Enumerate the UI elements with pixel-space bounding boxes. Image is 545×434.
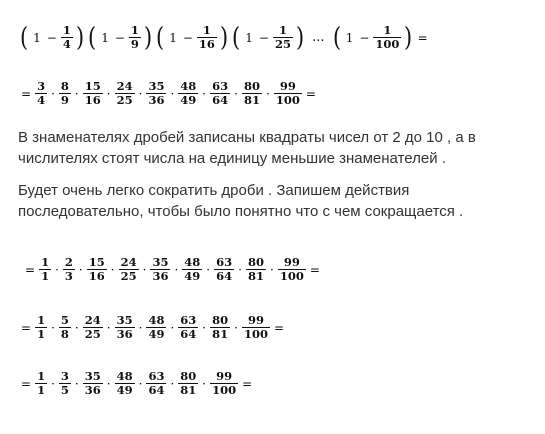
denominator: 36 [152, 269, 169, 283]
equals-sign: = [309, 262, 320, 277]
numerator: 15 [84, 79, 101, 93]
equals-sign: = [273, 320, 285, 335]
numerator: 3 [37, 79, 46, 93]
ellipsis: ... [312, 30, 325, 45]
fraction [87, 256, 107, 283]
multiply-dot: · [110, 262, 115, 277]
fraction [242, 314, 270, 341]
numerator: 63 [148, 369, 165, 383]
denominator: 25 [120, 269, 137, 283]
fraction [83, 370, 103, 397]
fraction [178, 314, 198, 341]
fraction [210, 370, 238, 397]
multiply-dot: · [206, 262, 211, 277]
open-paren: ( [20, 22, 29, 53]
fraction [63, 256, 75, 283]
open-paren: ( [332, 22, 341, 53]
close-paren: ) [295, 22, 305, 53]
multiply-dot: · [269, 262, 274, 277]
multiply-dot: · [138, 86, 143, 101]
denominator: 49 [184, 269, 201, 283]
denominator: 100 [375, 37, 400, 51]
multiply-dot: · [106, 86, 111, 101]
open-paren: ( [88, 22, 97, 53]
minus-sign: − [114, 30, 125, 45]
fraction [83, 80, 103, 107]
fraction [242, 80, 262, 107]
denominator: 4 [37, 93, 46, 107]
numerator: 99 [247, 313, 264, 327]
multiply-dot: · [174, 262, 179, 277]
fraction [273, 24, 293, 51]
fraction [210, 80, 230, 107]
numerator: 1 [278, 23, 287, 37]
fraction [274, 80, 302, 107]
multiply-dot: · [142, 262, 147, 277]
denominator: 36 [148, 93, 165, 107]
multiply-dot: · [55, 262, 59, 277]
fraction [61, 24, 73, 51]
fraction [35, 80, 47, 107]
denominator: 25 [116, 93, 133, 107]
explanation-paragraph-2: Будет очень легко сократить дроби . Запишем действия последовательно, чтобы было понятно что с чем сокращается . [18, 182, 464, 220]
expression-line-3 [22, 256, 323, 283]
fraction [146, 314, 166, 341]
numerator: 48 [180, 79, 197, 93]
fraction [150, 256, 170, 283]
numerator: 80 [247, 255, 264, 269]
denominator: 100 [279, 269, 304, 283]
fraction [39, 256, 51, 283]
numerator: 2 [64, 255, 73, 269]
numerator: 99 [279, 79, 296, 93]
fraction [210, 314, 230, 341]
denominator: 64 [180, 327, 197, 341]
explanation-paragraph-1: В знаменателях дробей записаны квадраты чисел от 2 до 10 , а в числителях стоят числа на единицу меньшие знаменателей . [18, 129, 476, 167]
multiply-dot: · [51, 86, 55, 101]
numerator: 80 [212, 313, 229, 327]
denominator: 16 [198, 37, 215, 51]
close-paren: ) [219, 22, 229, 53]
denominator: 4 [62, 37, 71, 51]
close-paren: ) [75, 22, 85, 53]
expression-line-5 [18, 370, 255, 397]
numerator: 1 [37, 369, 46, 383]
numerator: 35 [152, 255, 169, 269]
denominator: 16 [84, 93, 101, 107]
fraction [115, 370, 135, 397]
expression-line-2 [18, 80, 319, 107]
open-paren: ( [232, 22, 241, 53]
one: 1 [169, 30, 177, 45]
multiply-dot: · [106, 376, 111, 391]
denominator: 49 [148, 327, 165, 341]
denominator: 81 [180, 383, 197, 397]
fraction [83, 314, 103, 341]
denominator: 1 [41, 269, 50, 283]
numerator: 99 [283, 255, 300, 269]
numerator: 24 [84, 313, 101, 327]
multiply-dot: · [234, 86, 238, 101]
fraction [59, 314, 71, 341]
numerator: 1 [383, 23, 392, 37]
denominator: 1 [37, 383, 46, 397]
numerator: 1 [37, 313, 46, 327]
numerator: 8 [60, 79, 69, 93]
denominator: 81 [247, 269, 264, 283]
fraction [119, 256, 139, 283]
numerator: 24 [116, 79, 133, 93]
minus-sign: − [359, 30, 370, 45]
numerator: 35 [84, 369, 101, 383]
multiply-dot: · [74, 320, 79, 335]
fraction [146, 80, 166, 107]
fraction [246, 256, 266, 283]
numerator: 15 [88, 255, 105, 269]
denominator: 64 [212, 93, 229, 107]
multiply-dot: · [238, 262, 242, 277]
fraction [214, 256, 234, 283]
denominator: 100 [243, 327, 268, 341]
denominator: 100 [212, 383, 237, 397]
denominator: 100 [275, 93, 300, 107]
minus-sign: − [258, 30, 269, 45]
numerator: 80 [243, 79, 260, 93]
fraction [182, 256, 202, 283]
denominator: 36 [84, 383, 101, 397]
denominator: 5 [60, 383, 69, 397]
fraction [35, 370, 47, 397]
denominator: 9 [130, 37, 139, 51]
open-paren: ( [156, 22, 165, 53]
numerator: 1 [202, 23, 211, 37]
one: 1 [245, 30, 253, 45]
numerator: 3 [60, 369, 69, 383]
fraction [59, 80, 71, 107]
denominator: 25 [274, 37, 291, 51]
multiply-dot: · [265, 86, 270, 101]
numerator: 63 [216, 255, 233, 269]
equals-sign: = [25, 262, 36, 277]
equals-sign: = [242, 376, 253, 391]
denominator: 64 [216, 269, 233, 283]
multiply-dot: · [106, 320, 111, 335]
numerator: 63 [180, 313, 197, 327]
denominator: 36 [116, 327, 133, 341]
multiply-dot: · [202, 86, 207, 101]
denominator: 81 [212, 327, 229, 341]
equals-sign: = [21, 320, 32, 335]
equals-sign: = [417, 30, 428, 45]
fraction [115, 80, 135, 107]
fraction [35, 314, 47, 341]
multiply-dot: · [51, 376, 55, 391]
multiply-dot: · [138, 320, 143, 335]
numerator: 99 [216, 369, 233, 383]
numerator: 35 [148, 79, 165, 93]
multiply-dot: · [234, 320, 238, 335]
multiply-dot: · [202, 376, 207, 391]
fraction [129, 24, 141, 51]
numerator: 80 [180, 369, 197, 383]
fraction [373, 24, 401, 51]
numerator: 48 [148, 313, 165, 327]
numerator: 1 [130, 23, 139, 37]
denominator: 64 [148, 383, 165, 397]
denominator: 49 [116, 383, 133, 397]
denominator: 25 [84, 327, 101, 341]
close-paren: ) [143, 22, 153, 53]
multiply-dot: · [78, 262, 83, 277]
fraction [146, 370, 166, 397]
numerator: 24 [120, 255, 137, 269]
numerator: 63 [212, 79, 229, 93]
fraction [115, 314, 135, 341]
minus-sign: − [46, 30, 57, 45]
multiply-dot: · [170, 320, 175, 335]
numerator: 5 [60, 313, 69, 327]
denominator: 8 [60, 327, 69, 341]
multiply-dot: · [170, 376, 175, 391]
equals-sign: = [21, 376, 32, 391]
one: 1 [33, 30, 41, 45]
numerator: 48 [184, 255, 201, 269]
numerator: 35 [116, 313, 133, 327]
denominator: 16 [88, 269, 105, 283]
denominator: 49 [180, 93, 197, 107]
numerator: 1 [62, 23, 71, 37]
numerator: 48 [116, 369, 133, 383]
close-paren: ) [404, 22, 413, 53]
multiply-dot: · [74, 86, 79, 101]
one: 1 [345, 30, 354, 45]
fraction [59, 370, 71, 397]
denominator: 1 [37, 327, 46, 341]
minus-sign: − [182, 30, 193, 45]
multiply-dot: · [74, 376, 79, 391]
numerator: 1 [41, 255, 50, 269]
multiply-dot: · [170, 86, 175, 101]
denominator: 9 [60, 93, 69, 107]
multiply-dot: · [202, 320, 207, 335]
fraction [278, 256, 306, 283]
multiply-dot: · [51, 320, 55, 335]
expression-line-4 [18, 314, 287, 341]
denominator: 81 [243, 93, 260, 107]
fraction [197, 24, 217, 51]
equals-sign: = [21, 86, 32, 101]
one: 1 [101, 30, 109, 45]
expression-line-1 [18, 24, 431, 51]
equals-sign: = [305, 86, 316, 101]
fraction [178, 80, 198, 107]
denominator: 3 [64, 269, 73, 283]
fraction [178, 370, 198, 397]
multiply-dot: · [138, 376, 143, 391]
